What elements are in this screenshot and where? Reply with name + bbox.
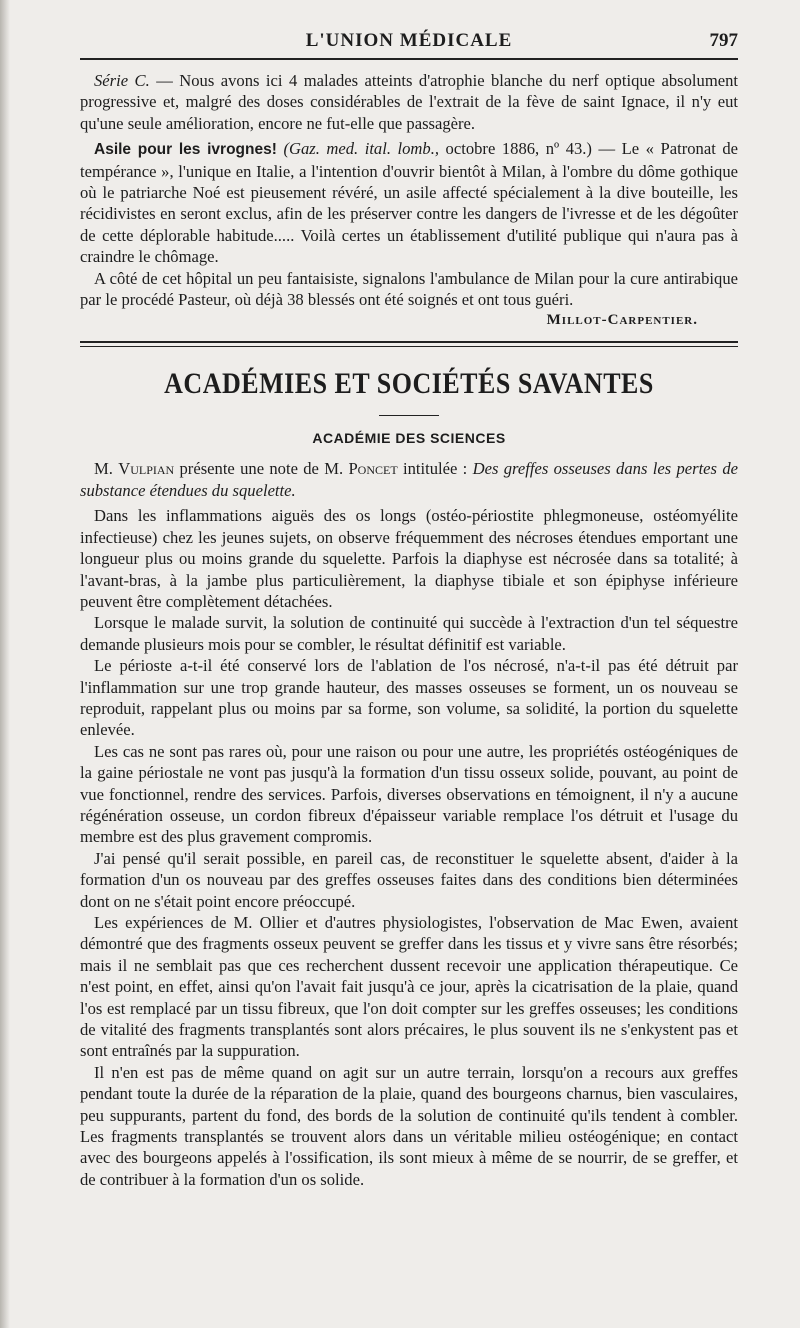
hopital-paragraph: A côté de cet hôpital un peu fantaisiste, signalons l'ambulance de Milan pour la cure antirabique par le procédé Pasteur, où déjà 38 blessés ont été soignés et ont tous guéri. <box>80 268 738 310</box>
article-paragraph: Lorsque le malade survit, la solution de continuité qui succède à l'extraction d'un tel séquestre demande plusieurs mois pour se combler, le résultat définitif est variable. <box>80 613 738 654</box>
asile-citation: (Gaz. med. ital. lomb., <box>283 139 440 159</box>
subsection-title: ACADÉMIE DES SCIENCES <box>312 430 506 447</box>
article-paragraph: Les cas ne sont pas rares où, pour une raison ou pour une autre, les propriétés ostéogéniques de la gaine périostale ne vont pas jusqu'à la formation d'un tissu osseux solide, pouvant, au point de vue fonctionnel, rendre des services. Parfois, diverses observations en témoignent, il n'y a aucune régénération osseuse, un cordon fibreux d'épaisseur variable remplace l'os détruit et l'usage du membre est des plus gravement compromis. <box>80 741 738 847</box>
author-name: Poncet <box>348 459 398 479</box>
presenter-name: Vulpian <box>118 459 175 479</box>
series-text: — Nous avons ici 4 malades atteints d'atrophie blanche du nerf optique absolument progressive et, malgré des doses considérables de l'extrait de la fève de saint Ignace, il n'y eut qu'une seule amélioration, encore ne fut-elle que passagère. <box>80 71 738 133</box>
running-header <box>80 24 738 58</box>
asile-heading: Asile pour les ivrognes! <box>94 141 277 159</box>
note-title: Des greffes osseuses dans les pertes de substance étendues du squelette. <box>80 459 738 500</box>
article-paragraph: Le périoste a-t-il été conservé lors de l'ablation de l'os nécrosé, n'a-t-il pas été détruit par l'inflammation sur une trop grande hauteur, des masses osseuses se forment, un os nouveau se reproduit, rappelant plus ou moins par sa forme, son volume, sa solidité, la portion du squelette enlevée. <box>80 656 738 740</box>
article-paragraph: Il n'en est pas de même quand on agit sur un autre terrain, lorsqu'on a recours aux greffes pendant toute la durée de la réparation de la plaie, quand des bourgeons charnus, bien vasculaires, peu suppurants, partent du fond, des bords de la solution de continuité qu'ils tendent à combler. Les fragments transplantés se trouvent alors dans un véritable milieu ostéogénique; en contact avec des bourgeons appelés à l'ossification, ils sont mieux à même de se nourrir, de se greffer, et de contribuer à la formation d'un os solide. <box>80 1062 738 1189</box>
asile-paragraph <box>80 138 738 267</box>
journal-title: L'UNION MÉDICALE <box>305 30 513 51</box>
article-paragraph: Les expériences de M. Ollier et d'autres physiologistes, l'observation de Mac Ewen, avaient démontré que des fragments osseux peuvent se greffer dans les tissus et y vivre sans être résorbés; mais il ne semblait pas que ces recherchent dussent recevoir une application thérapeutique. Ce n'est point, en effet, ainsi qu'on l'avait fait jusqu'à ce jour, après la cicatrisation de la plaie, quand l'os est remplacé par un tissu fibreux, que l'on doit compter sur les greffes osseuses; les conditions de vitalité des fragments transplantés sont alors précaires, le plus souvent ils ne s'enkystent pas et sont entraînés par la suppuration. <box>80 913 738 1061</box>
series-c-paragraph <box>80 70 738 134</box>
series-label: Série C. <box>94 71 150 90</box>
author-signature: Millot-Carpentier. <box>546 312 698 329</box>
header-rule <box>80 58 738 60</box>
section-title: ACADÉMIES ET SOCIÉTÉS SAVANTES <box>164 367 654 401</box>
asile-text: octobre 1886, nº 43.) — Le « Patronat de tempérance », l'unique en Italie, a l'intention d'ouvrir bientôt à Milan, à l'ombre du dôme gothique où le patriarche Noé est pieusement révéré, un asile affecté spécialement à la dive bouteille, les récidivistes en seront exclus, afin de les préserver contre les dangers de l'ivresse et de les dégoûter de cette déplorable habitude..... Voilà certes un établissement d'utilité publique qui n'aura pas à craindre le chômage. <box>80 139 738 267</box>
article-lead: M. Vulpian présente une note de M. Poncet intitulée : Des greffes osseuses dans les pertes de substance étendues du squelette. <box>80 459 738 500</box>
title-underline <box>379 415 439 416</box>
section-divider <box>80 341 738 347</box>
article-paragraph: Dans les inflammations aiguës des os longs (ostéo-périostite phlegmoneuse, ostéomyélite infectieuse) chez les jeunes sujets, on observe fréquemment des nécroses étendues emportant une longueur plus ou moins grande du squelette. Parfois la diaphyse est nécrosée dans sa totalité; à l'avant-bras, à la jambe plus particulièrement, la diaphyse tibiale et son épiphyse inférieure peuvent être complètement détachées. <box>80 506 738 611</box>
page-number: 797 <box>709 30 738 51</box>
article-paragraph: J'ai pensé qu'il serait possible, en pareil cas, de reconstituer le squelette absent, d'aider à la formation d'un os nouveau par des greffes osseuses faites dans des conditions bien déterminées dont on ne s'était point encore préoccupé. <box>80 848 738 911</box>
